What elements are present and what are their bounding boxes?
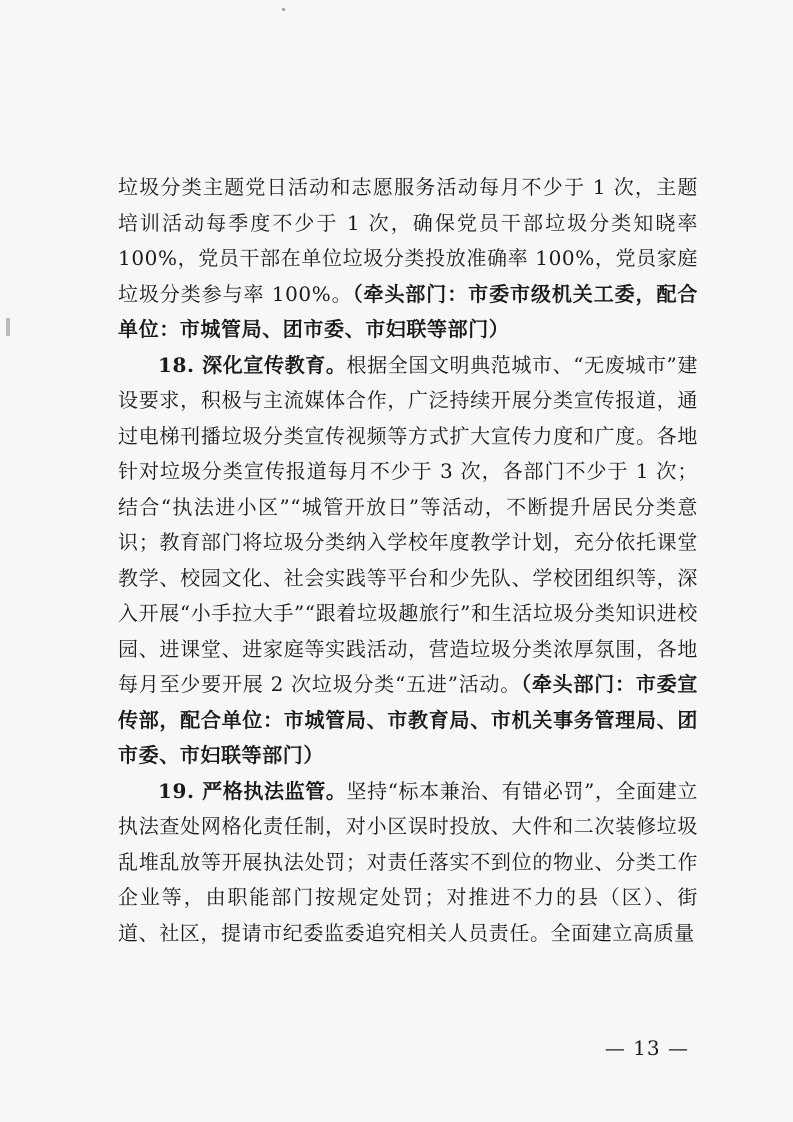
paragraph-text: 垃圾分类主题党日活动和志愿服务活动每月不少于 1 次，主题培训活动每季度不少于 1 次，确保党员干部垃圾分类知晓率 100%，党员干部在单位垃圾分类投放准确率 100%，党员家庭垃圾分类参与率 100%。: [118, 175, 698, 306]
responsible-departments: （牵头部门：市委宣传部，配合单位：市城管局、市教育局、市机关事务管理局、团市委、市妇联等部门）: [118, 672, 698, 767]
responsible-departments: （牵头部门：市委市级机关工委，配合单位：市城管局、团市委、市妇联等部门）: [118, 281, 698, 341]
paragraph-item-18: [118, 348, 698, 774]
item-heading: 19. 严格执法监管。: [158, 778, 347, 803]
paragraph-item-19: [118, 774, 698, 952]
paragraph-continuation: [118, 170, 698, 348]
body-text: [118, 170, 698, 951]
scan-artifact-dot: [282, 8, 285, 11]
paragraph-text: 根据全国文明典范城市、“无废城市”建设要求，积极与主流媒体合作，广泛持续开展分类宣传报道，通过电梯刊播垃圾分类宣传视频等方式扩大宣传力度和广度。各地针对垃圾分类宣传报道每月不少于 3 次，各部门不少于 1 次；结合“执法进小区”“城管开放日”等活动，不断提升居民分类意识；教育部门将垃圾分类纳入学校年度教学计划，充分依托课堂教学、校园文化、社会实践等平台和少先队、学校团组织等，深入开展“小手拉大手”“跟着垃圾趣旅行”和生活垃圾分类知识进校园、进课堂、进家庭等实践活动，营造垃圾分类浓厚氛围，各地每月至少要开展 2 次垃圾分类“五进”活动。: [118, 352, 698, 696]
page-number: — 13 —: [604, 1036, 689, 1060]
item-heading: 18. 深化宣传教育。: [158, 352, 347, 377]
scan-artifact-mark: [6, 318, 10, 336]
paragraph-text: 坚持“标本兼治、有错必罚”，全面建立执法查处网格化责任制，对小区误时投放、大件和二次装修垃圾乱堆乱放等开展执法处罚；对责任落实不到位的物业、分类工作企业等，由职能部门按规定处罚；对推进不力的县（区）、街道、社区，提请市纪委监委追究相关人员责任。全面建立高质量: [118, 778, 698, 945]
